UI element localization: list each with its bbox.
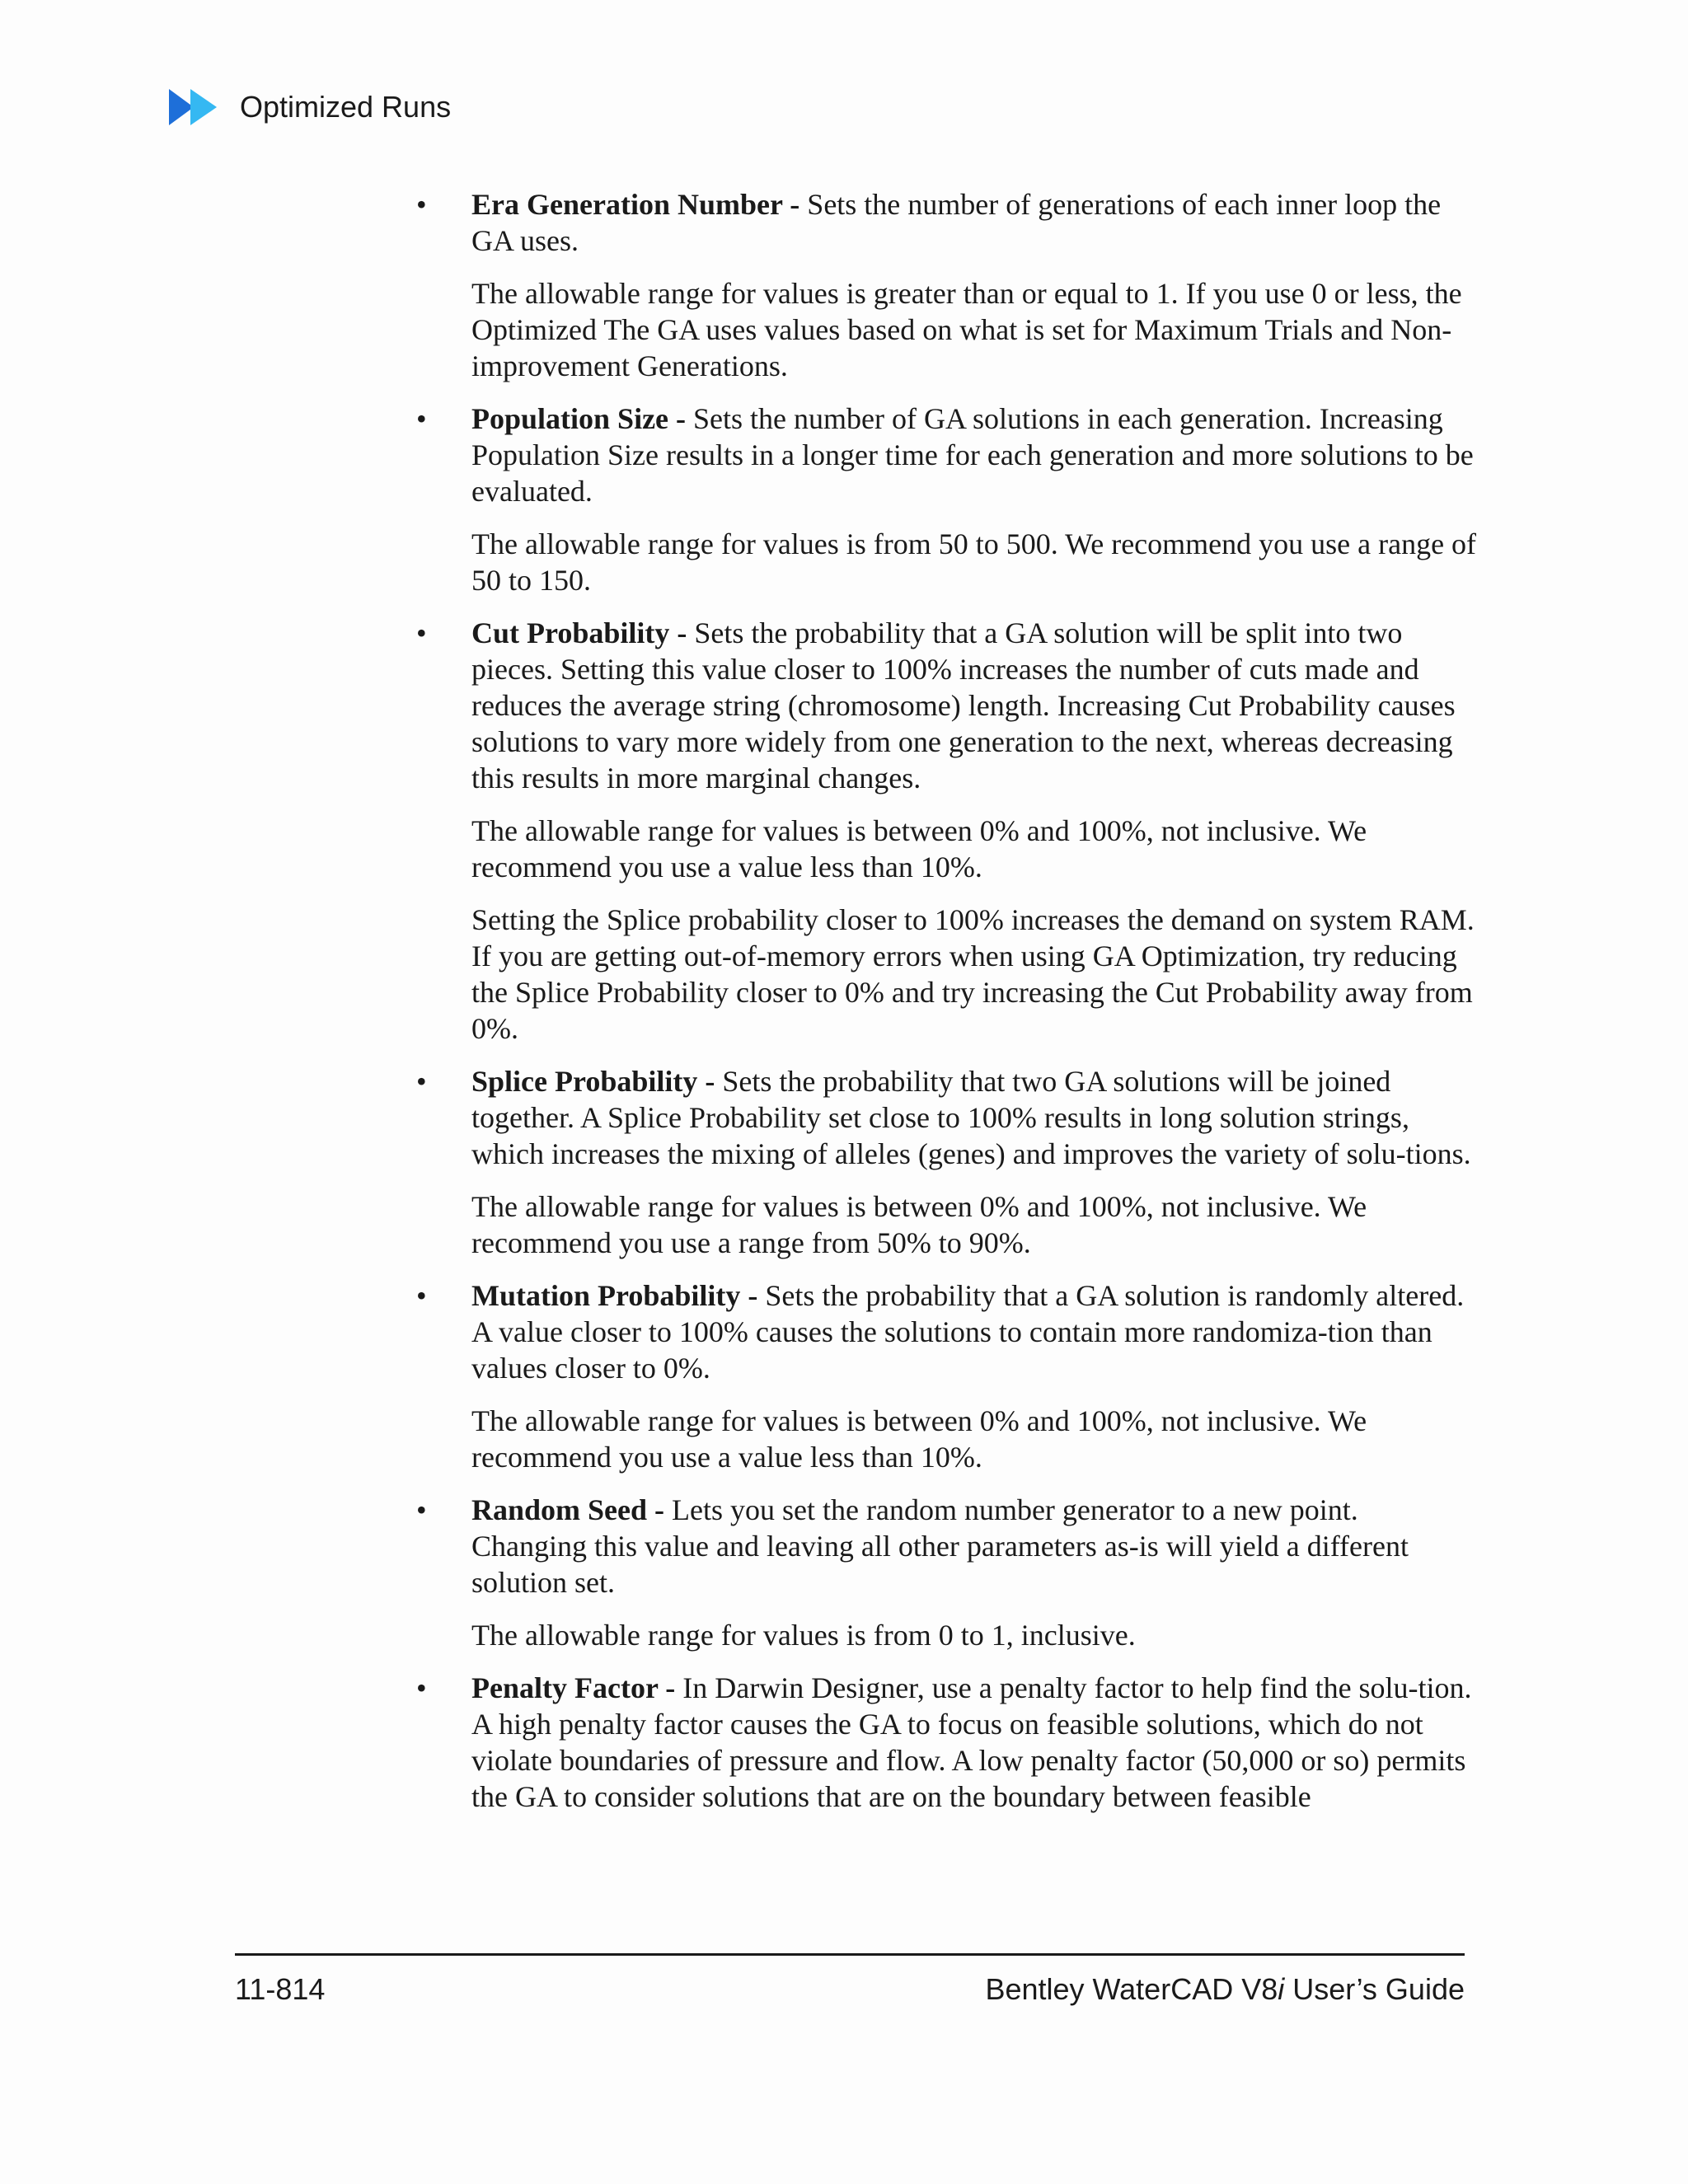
section-title: Optimized Runs [240,90,452,124]
item-description [471,615,1479,796]
item-description [471,186,1479,259]
item-description [471,1063,1479,1172]
item-description [471,1670,1479,1815]
list-item-random-seed [416,1492,1479,1653]
item-text: Lets you set the random number generator to a new point. Changing this value and leaving all other parameters as-is will yield a different solution set. [471,1493,1409,1599]
bullet: • [416,1065,427,1098]
item-term: Cut Probability - [471,616,687,649]
item-text: Sets the number of generations of each inner loop the GA uses. [471,188,1442,257]
item-term: Mutation Probability - [471,1279,758,1312]
list-item-era-generation-number [416,186,1479,384]
item-note: The allowable range for values is from 50 to 500. We recommend you use a range of 50 to 150. [471,527,1477,597]
bullet: • [416,616,427,649]
item-note: The allowable range for values is between 0% and 100%, not inclusive. We recommend you use a range from 50% to 90%. [471,1190,1367,1259]
bullet: • [416,188,427,221]
item-text: Sets the probability that a GA solution will be split into two pieces. Setting this value closer to 100% increases the number of cuts made and reduces the average string (chromosome) length. Increasing Cut Probability causes solutions to vary more widely from one generation to the next, whereas decreasing this results in more marginal changes. [471,616,1456,794]
item-note: Setting the Splice probability closer to 100% increases the demand on system RAM. If you are getting out-of-memory errors when using GA Optimization, try reducing the Splice Probability closer to 0% and try increasing the Cut Probability away from 0%. [471,903,1475,1045]
list-item-penalty-factor [416,1670,1479,1815]
page-header [169,87,451,128]
list-item-splice-probability [416,1063,1479,1261]
list-item-mutation-probability [416,1277,1479,1475]
item-note: The allowable range for values is between 0% and 100%, not inclusive. We recommend you use a value less than 10%. [471,1404,1367,1474]
bullet: • [416,402,427,435]
guide-title-prefix: Bentley WaterCAD V8 [985,1972,1278,2006]
parameter-list [416,186,1479,1831]
item-text: In Darwin Designer, use a penalty factor to help find the solu-tion. A high penalty factor causes the GA to focus on feasible solutions, which do not violate boundaries of pressure and flow. A low penalty factor (50,000 or so) permits the GA to consider solutions that are on the boundary between feasible [471,1671,1472,1813]
item-description [471,1492,1479,1601]
guide-title-italic: i [1278,1972,1285,2006]
bullet: • [416,1671,427,1704]
item-note: The allowable range for values is from 0 to 1, inclusive. [471,1619,1136,1652]
item-note: The allowable range for values is between 0% and 100%, not inclusive. We recommend you use a value less than 10%. [471,814,1367,883]
item-term: Penalty Factor - [471,1671,676,1704]
item-term: Splice Probability - [471,1065,715,1098]
page-number: 11-814 [235,1972,326,2006]
item-text: Sets the number of GA solutions in each generation. Increasing Population Size results in a longer time for each generation and more solutions to be evaluated. [471,402,1474,508]
item-term: Random Seed - [471,1493,665,1526]
item-description [471,1277,1479,1386]
item-note: The allowable range for values is greater than or equal to 1. If you use 0 or less, the Optimized The GA uses values based on what is set for Maximum Trials and Non-improvement Generations. [471,277,1462,382]
footer-divider [235,1953,1465,1956]
item-description [471,401,1479,509]
guide-title [985,1971,1465,2008]
item-term: Era Generation Number - [471,188,800,221]
item-term: Population Size - [471,402,687,435]
item-text: Sets the probability that two GA solutions will be joined together. A Splice Probability set close to 100% results in long solution strings, which increases the mixing of alleles (genes) and improves the variety of solu-tions. [471,1065,1471,1170]
item-text: Sets the probability that a GA solution is randomly altered. A value closer to 100% causes the solutions to contain more randomiza-tion than values closer to 0%. [471,1279,1465,1385]
guide-title-suffix: User’s Guide [1284,1972,1465,2006]
bullet: • [416,1279,427,1312]
list-item-population-size [416,401,1479,598]
list-item-cut-probability [416,615,1479,1047]
double-chevron-right-icon [169,89,222,125]
bullet: • [416,1493,427,1526]
